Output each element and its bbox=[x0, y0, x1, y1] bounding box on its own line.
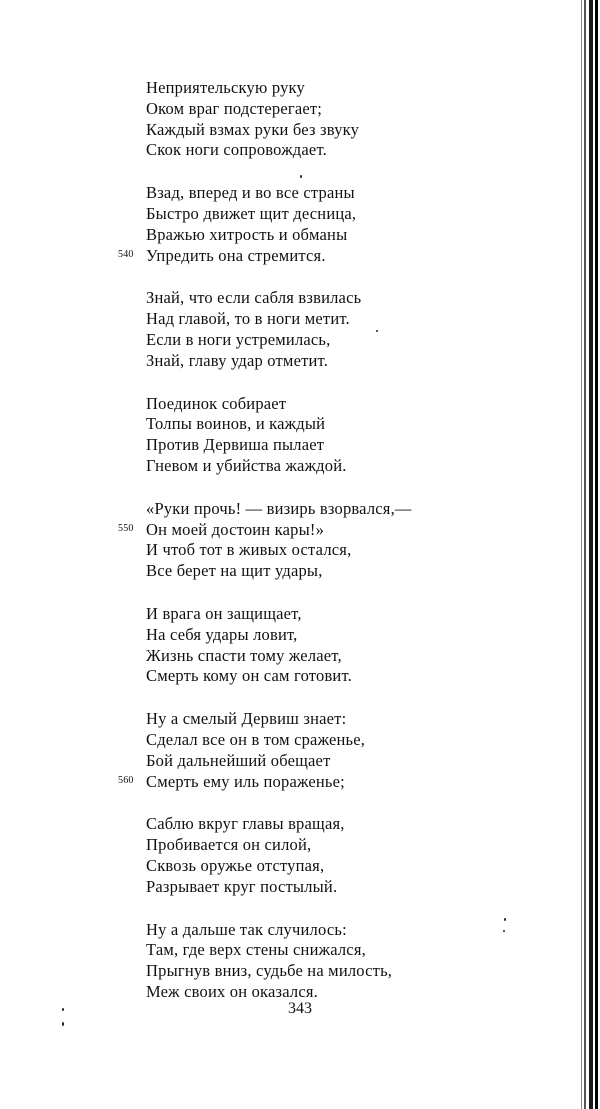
verse-line bbox=[146, 730, 566, 751]
verse-line-text: Над главой, то в ноги метит. bbox=[146, 309, 350, 329]
verse-line bbox=[146, 835, 566, 856]
verse-line-text: Саблю вкруг главы вращая, bbox=[146, 814, 345, 834]
verse-line bbox=[146, 666, 566, 687]
verse-line-text: Ну а смелый Дервиш знает: bbox=[146, 709, 347, 729]
verse-line-text: Поединок собирает bbox=[146, 393, 287, 413]
scan-speck bbox=[62, 1022, 64, 1026]
verse-line-text: Быстро движет щит десница, bbox=[146, 203, 357, 223]
verse-line bbox=[146, 394, 566, 415]
verse-line-text: Пробивается он силой, bbox=[146, 835, 312, 855]
verse-line bbox=[146, 814, 566, 835]
verse-line bbox=[146, 646, 566, 667]
verse-line-text: Он моей достоин кары!» bbox=[146, 519, 325, 539]
verse-line bbox=[146, 499, 566, 520]
verse-line bbox=[146, 435, 566, 456]
stanza bbox=[118, 709, 566, 792]
poem-body bbox=[118, 78, 566, 1025]
verse-line-text: Гневом и убийства жаждой. bbox=[146, 455, 347, 475]
stanza bbox=[146, 604, 566, 687]
verse-line-text: Знай, что если сабля взвилась bbox=[146, 288, 362, 308]
stanza bbox=[146, 78, 566, 161]
verse-line bbox=[118, 771, 566, 793]
line-number: 550 bbox=[118, 522, 134, 534]
verse-line-text: Сделал все он в том сраженье, bbox=[146, 729, 366, 749]
verse-line bbox=[118, 519, 566, 541]
stanza bbox=[146, 814, 566, 897]
verse-line bbox=[146, 604, 566, 625]
scan-speck bbox=[504, 918, 506, 921]
verse-line bbox=[146, 940, 566, 961]
verse-line-text: Взад, вперед и во все страны bbox=[146, 183, 355, 203]
stanza bbox=[118, 183, 566, 266]
page-number: 343 bbox=[288, 1000, 312, 1017]
verse-line-text: Там, где верх стены снижался, bbox=[146, 940, 366, 960]
scan-speck bbox=[376, 330, 378, 332]
verse-line bbox=[146, 856, 566, 877]
verse-line bbox=[146, 140, 566, 161]
verse-line bbox=[146, 309, 566, 330]
verse-line bbox=[146, 204, 566, 225]
verse-line bbox=[146, 877, 566, 898]
verse-line bbox=[146, 99, 566, 120]
verse-line-text: «Руки прочь! — визирь взорвался,— bbox=[146, 498, 412, 518]
stanza bbox=[146, 288, 566, 371]
stanza bbox=[146, 394, 566, 477]
verse-line-text: Толпы воинов, и каждый bbox=[146, 414, 326, 434]
verse-line-text: И врага он защищает, bbox=[146, 603, 302, 623]
verse-line bbox=[146, 183, 566, 204]
verse-line bbox=[146, 561, 566, 582]
line-number: 560 bbox=[118, 774, 134, 786]
verse-line-text: Скок ноги сопровождает. bbox=[146, 140, 327, 160]
scan-speck bbox=[503, 930, 505, 932]
verse-line-text: Неприятельскую руку bbox=[146, 78, 305, 97]
verse-line-text: Меж своих он оказался. bbox=[146, 981, 318, 1001]
verse-line-text: Ну а дальше так случилось: bbox=[146, 919, 347, 939]
verse-line-text: На себя удары ловит, bbox=[146, 624, 298, 644]
scan-speck bbox=[300, 175, 302, 178]
verse-line-text: Смерть ему иль пораженье; bbox=[146, 771, 345, 791]
stanza bbox=[118, 498, 566, 582]
verse-line-text: Против Дервиша пылает bbox=[146, 435, 325, 455]
verse-line bbox=[146, 709, 566, 730]
verse-line bbox=[146, 961, 566, 982]
verse-line-text: Оком враг подстерегает; bbox=[146, 98, 323, 118]
verse-line bbox=[146, 225, 566, 246]
verse-line-text: Прыгнув вниз, судьбе на милость, bbox=[146, 961, 393, 981]
verse-line-text: Смерть кому он сам готовит. bbox=[146, 666, 352, 686]
verse-line bbox=[118, 245, 566, 267]
verse-line bbox=[146, 414, 566, 435]
verse-line bbox=[146, 120, 566, 141]
verse-line-text: Разрывает круг постылый. bbox=[146, 876, 338, 896]
verse-line-text: Каждый взмах руки без звуку bbox=[146, 119, 360, 139]
scan-speck bbox=[62, 1008, 64, 1011]
verse-line bbox=[146, 288, 566, 309]
verse-line-text: Если в ноги устремилась, bbox=[146, 329, 331, 349]
page-edge-shadow bbox=[574, 0, 600, 1109]
verse-line-text: Все берет на щит удары, bbox=[146, 561, 323, 581]
verse-line-text: Сквозь оружье отступая, bbox=[146, 855, 325, 875]
verse-line bbox=[146, 351, 566, 372]
verse-line bbox=[146, 456, 566, 477]
verse-line-text: Бой дальнейший обещает bbox=[146, 750, 331, 770]
verse-line bbox=[146, 330, 566, 351]
line-number: 540 bbox=[118, 248, 134, 260]
verse-line bbox=[146, 625, 566, 646]
verse-line bbox=[146, 78, 566, 99]
verse-line-text: Жизнь спасти тому желает, bbox=[146, 645, 342, 665]
verse-line bbox=[146, 751, 566, 772]
verse-line-text: Вражью хитрость и обманы bbox=[146, 224, 348, 244]
verse-line-text: Знай, главу удар отметит. bbox=[146, 350, 329, 370]
verse-line-text: И чтоб тот в живых остался, bbox=[146, 540, 352, 560]
verse-line bbox=[146, 540, 566, 561]
verse-line-text: Упредить она стремится. bbox=[146, 245, 326, 265]
